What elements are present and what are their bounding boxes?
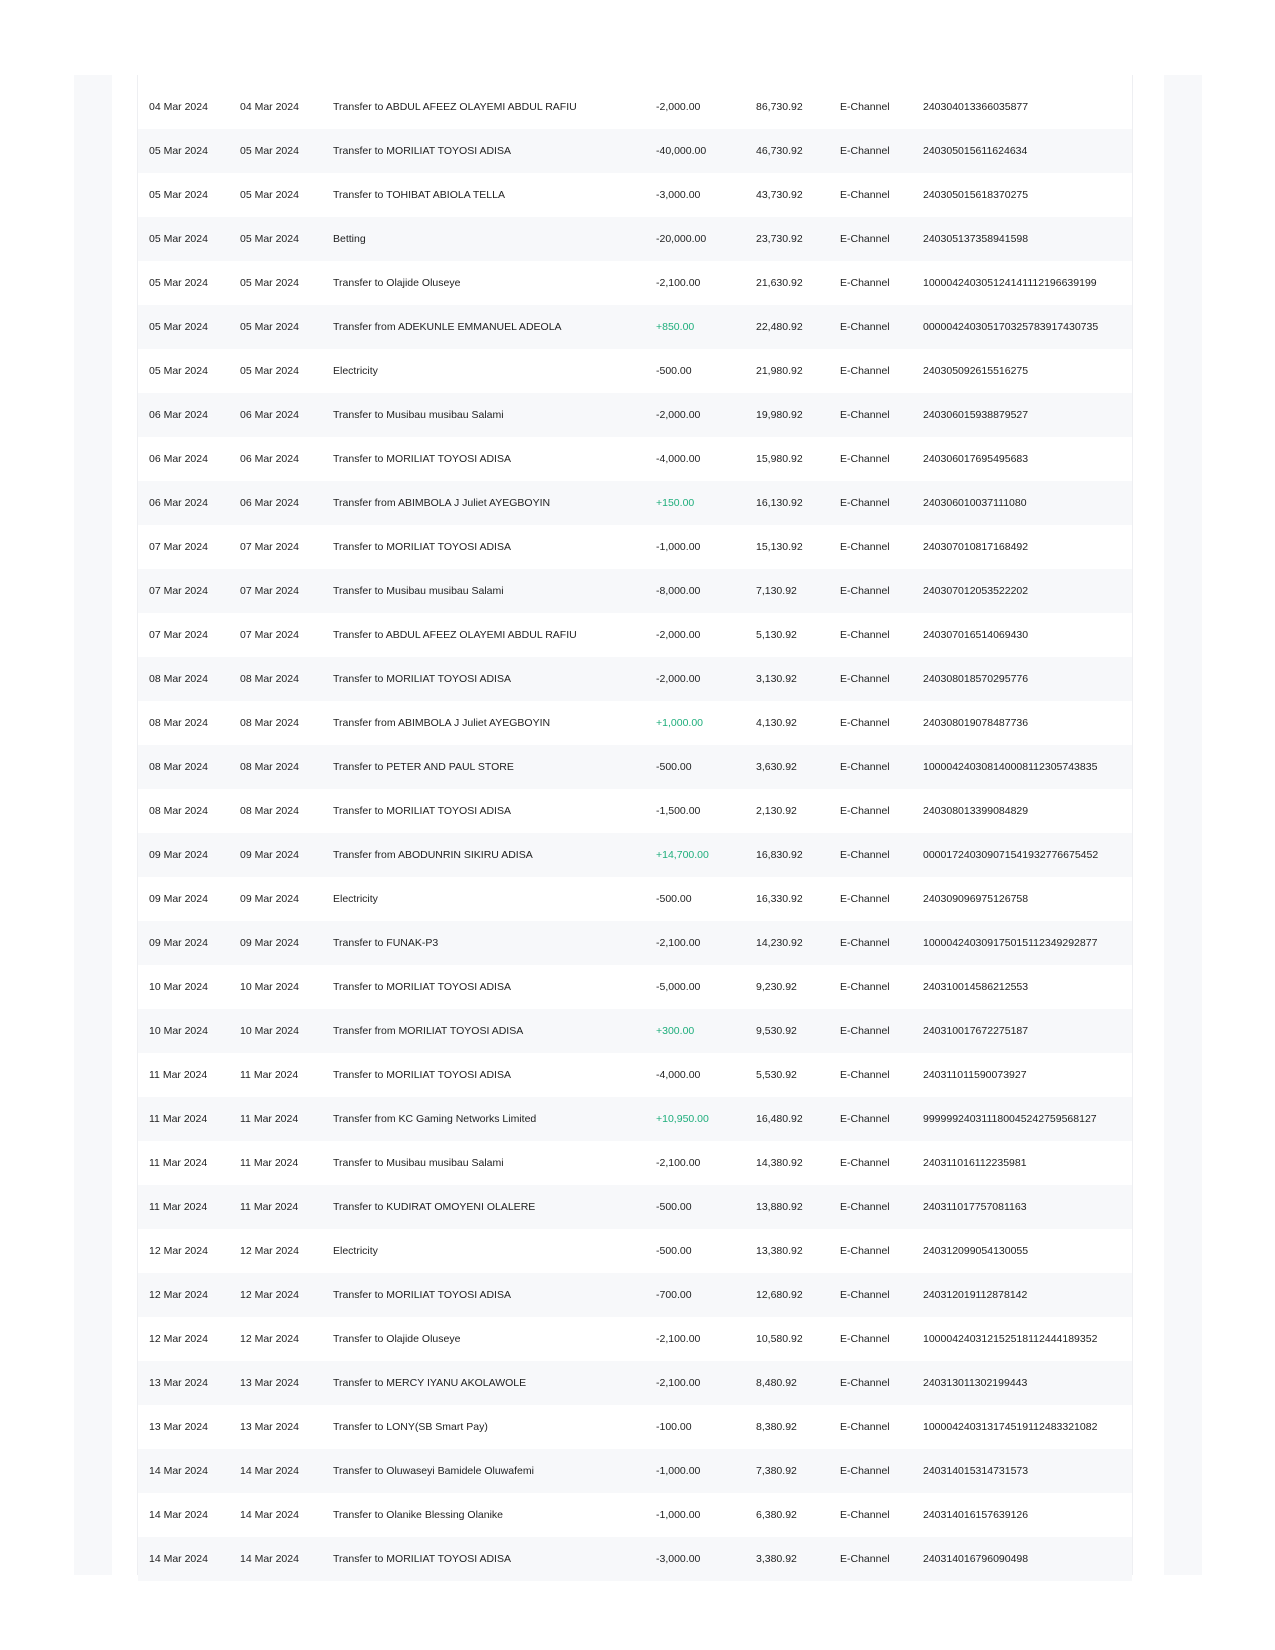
table-row (138, 393, 1132, 437)
running-balance: 14,380.92 (756, 1157, 803, 1169)
transaction-description: Transfer to MERCY IYANU AKOLAWOLE (333, 1377, 527, 1389)
transaction-channel: E-Channel (840, 101, 890, 113)
transaction-channel: E-Channel (840, 1201, 890, 1213)
transaction-reference: 240304013366035877 (923, 101, 1029, 113)
table-row (138, 217, 1132, 261)
transaction-date: 09 Mar 2024 (149, 893, 208, 905)
transaction-reference: 100004240309175015112349292877 (923, 937, 1098, 949)
running-balance: 2,130.92 (756, 805, 797, 817)
transaction-date: 05 Mar 2024 (149, 189, 208, 201)
transaction-description: Transfer to MORILIAT TOYOSI ADISA (333, 1289, 511, 1301)
statement-sheet (137, 75, 1133, 1575)
transaction-date: 06 Mar 2024 (149, 409, 208, 421)
transaction-description: Transfer to LONY(SB Smart Pay) (333, 1421, 488, 1433)
running-balance: 7,130.92 (756, 585, 797, 597)
table-row (138, 921, 1132, 965)
transaction-description: Transfer to MORILIAT TOYOSI ADISA (333, 805, 511, 817)
value-date: 14 Mar 2024 (240, 1509, 299, 1521)
transaction-channel: E-Channel (840, 717, 890, 729)
transaction-reference: 100004240308140008112305743835 (923, 761, 1098, 773)
transaction-amount: +300.00 (656, 1025, 695, 1037)
transaction-reference: 000004240305170325783917430735 (923, 321, 1099, 333)
transaction-amount: -1,000.00 (656, 1465, 701, 1477)
table-row (138, 1317, 1132, 1361)
table-row (138, 1141, 1132, 1185)
transaction-amount: -2,000.00 (656, 409, 701, 421)
value-date: 05 Mar 2024 (240, 189, 299, 201)
transaction-date: 14 Mar 2024 (149, 1553, 208, 1565)
transaction-date: 10 Mar 2024 (149, 1025, 208, 1037)
running-balance: 3,380.92 (756, 1553, 797, 1565)
transaction-channel: E-Channel (840, 453, 890, 465)
table-row (138, 481, 1132, 525)
table-row (138, 1009, 1132, 1053)
transaction-description: Transfer from KC Gaming Networks Limited (333, 1113, 537, 1125)
transaction-reference: 999999240311180045242759568127 (923, 1113, 1097, 1125)
table-row (138, 789, 1132, 833)
value-date: 12 Mar 2024 (240, 1289, 299, 1301)
transaction-description: Electricity (333, 365, 378, 377)
transaction-date: 12 Mar 2024 (149, 1333, 208, 1345)
transaction-description: Electricity (333, 893, 378, 905)
transaction-amount: -2,100.00 (656, 937, 701, 949)
value-date: 05 Mar 2024 (240, 277, 299, 289)
transaction-amount: -5,000.00 (656, 981, 701, 993)
transaction-date: 05 Mar 2024 (149, 145, 208, 157)
value-date: 09 Mar 2024 (240, 937, 299, 949)
transaction-amount: -3,000.00 (656, 189, 701, 201)
transaction-table (138, 85, 1132, 1581)
transaction-reference: 240307016514069430 (923, 629, 1029, 641)
transaction-amount: -1,000.00 (656, 541, 701, 553)
transaction-date: 11 Mar 2024 (149, 1069, 208, 1081)
transaction-reference: 240308013399084829 (923, 805, 1029, 817)
transaction-channel: E-Channel (840, 1113, 890, 1125)
running-balance: 6,380.92 (756, 1509, 797, 1521)
transaction-date: 05 Mar 2024 (149, 321, 208, 333)
transaction-reference: 000017240309071541932776675452 (923, 849, 1099, 861)
running-balance: 15,980.92 (756, 453, 803, 465)
running-balance: 22,480.92 (756, 321, 803, 333)
page-margin-right (1164, 75, 1202, 1575)
transaction-reference: 240314015314731573 (923, 1465, 1029, 1477)
transaction-reference: 240314016157639126 (923, 1509, 1029, 1521)
transaction-channel: E-Channel (840, 145, 890, 157)
transaction-description: Transfer to ABDUL AFEEZ OLAYEMI ABDUL RAFIU (333, 101, 577, 113)
value-date: 11 Mar 2024 (240, 1157, 299, 1169)
running-balance: 8,480.92 (756, 1377, 797, 1389)
transaction-description: Transfer to MORILIAT TOYOSI ADISA (333, 673, 511, 685)
transaction-reference: 240314016796090498 (923, 1553, 1029, 1565)
transaction-reference: 240307012053522202 (923, 585, 1029, 597)
transaction-description: Transfer to Olajide Oluseye (333, 1333, 461, 1345)
transaction-amount: +14,700.00 (656, 849, 709, 861)
transaction-date: 11 Mar 2024 (149, 1157, 208, 1169)
running-balance: 86,730.92 (756, 101, 803, 113)
running-balance: 9,530.92 (756, 1025, 797, 1037)
transaction-description: Transfer to MORILIAT TOYOSI ADISA (333, 981, 511, 993)
table-row (138, 877, 1132, 921)
table-row (138, 1405, 1132, 1449)
transaction-date: 11 Mar 2024 (149, 1113, 208, 1125)
transaction-channel: E-Channel (840, 1025, 890, 1037)
transaction-description: Transfer from ABODUNRIN SIKIRU ADISA (333, 849, 533, 861)
transaction-description: Transfer to Olajide Oluseye (333, 277, 461, 289)
table-row (138, 349, 1132, 393)
transaction-description: Transfer to MORILIAT TOYOSI ADISA (333, 1553, 511, 1565)
transaction-reference: 240305137358941598 (923, 233, 1029, 245)
running-balance: 3,630.92 (756, 761, 797, 773)
transaction-reference: 240310014586212553 (923, 981, 1029, 993)
transaction-amount: -4,000.00 (656, 453, 701, 465)
transaction-channel: E-Channel (840, 1465, 890, 1477)
transaction-date: 08 Mar 2024 (149, 761, 208, 773)
transaction-reference: 240308018570295776 (923, 673, 1029, 685)
transaction-channel: E-Channel (840, 1289, 890, 1301)
transaction-date: 09 Mar 2024 (149, 849, 208, 861)
transaction-channel: E-Channel (840, 409, 890, 421)
running-balance: 16,130.92 (756, 497, 803, 509)
transaction-date: 12 Mar 2024 (149, 1245, 208, 1257)
running-balance: 5,530.92 (756, 1069, 797, 1081)
running-balance: 13,380.92 (756, 1245, 803, 1257)
transaction-date: 10 Mar 2024 (149, 981, 208, 993)
transaction-description: Transfer to Musibau musibau Salami (333, 409, 504, 421)
transaction-amount: -40,000.00 (656, 145, 707, 157)
value-date: 08 Mar 2024 (240, 717, 299, 729)
value-date: 06 Mar 2024 (240, 497, 299, 509)
transaction-reference: 240305015618370275 (923, 189, 1029, 201)
transaction-description: Betting (333, 233, 366, 245)
transaction-amount: -700.00 (656, 1289, 692, 1301)
transaction-amount: -1,000.00 (656, 1509, 701, 1521)
transaction-channel: E-Channel (840, 937, 890, 949)
table-row (138, 129, 1132, 173)
table-row (138, 1537, 1132, 1581)
running-balance: 9,230.92 (756, 981, 797, 993)
transaction-amount: -100.00 (656, 1421, 692, 1433)
transaction-amount: -2,000.00 (656, 673, 701, 685)
value-date: 12 Mar 2024 (240, 1245, 299, 1257)
running-balance: 15,130.92 (756, 541, 803, 553)
transaction-amount: -2,000.00 (656, 629, 701, 641)
value-date: 12 Mar 2024 (240, 1333, 299, 1345)
value-date: 13 Mar 2024 (240, 1377, 299, 1389)
running-balance: 23,730.92 (756, 233, 803, 245)
table-row (138, 173, 1132, 217)
transaction-reference: 240310017672275187 (923, 1025, 1029, 1037)
transaction-amount: -3,000.00 (656, 1553, 701, 1565)
table-row (138, 1185, 1132, 1229)
value-date: 11 Mar 2024 (240, 1201, 299, 1213)
transaction-description: Transfer to Oluwaseyi Bamidele Oluwafemi (333, 1465, 534, 1477)
transaction-description: Transfer to Olanike Blessing Olanike (333, 1509, 504, 1521)
running-balance: 16,330.92 (756, 893, 803, 905)
transaction-date: 13 Mar 2024 (149, 1377, 208, 1389)
transaction-amount: +10,950.00 (656, 1113, 709, 1125)
table-row (138, 437, 1132, 481)
transaction-reference: 240309096975126758 (923, 893, 1029, 905)
transaction-reference: 240306015938879527 (923, 409, 1029, 421)
transaction-description: Transfer to Musibau musibau Salami (333, 1157, 504, 1169)
transaction-amount: +1,000.00 (656, 717, 704, 729)
running-balance: 16,480.92 (756, 1113, 803, 1125)
transaction-reference: 240305092615516275 (923, 365, 1029, 377)
transaction-amount: -500.00 (656, 893, 692, 905)
value-date: 06 Mar 2024 (240, 409, 299, 421)
transaction-amount: -1,500.00 (656, 805, 701, 817)
running-balance: 43,730.92 (756, 189, 803, 201)
transaction-reference: 240312019112878142 (923, 1289, 1028, 1301)
transaction-date: 04 Mar 2024 (149, 101, 208, 113)
transaction-date: 12 Mar 2024 (149, 1289, 208, 1301)
value-date: 09 Mar 2024 (240, 849, 299, 861)
table-row (138, 657, 1132, 701)
transaction-amount: -20,000.00 (656, 233, 707, 245)
transaction-channel: E-Channel (840, 1069, 890, 1081)
table-row (138, 1361, 1132, 1405)
transaction-channel: E-Channel (840, 1333, 890, 1345)
running-balance: 10,580.92 (756, 1333, 803, 1345)
transaction-amount: +150.00 (656, 497, 695, 509)
table-row (138, 1273, 1132, 1317)
transaction-date: 08 Mar 2024 (149, 717, 208, 729)
transaction-amount: -500.00 (656, 761, 692, 773)
value-date: 05 Mar 2024 (240, 233, 299, 245)
transaction-channel: E-Channel (840, 805, 890, 817)
transaction-reference: 240313011302199443 (923, 1377, 1028, 1389)
transaction-channel: E-Channel (840, 585, 890, 597)
transaction-reference: 240305015611624634 (923, 145, 1028, 157)
transaction-description: Transfer from ADEKUNLE EMMANUEL ADEOLA (333, 321, 562, 333)
value-date: 14 Mar 2024 (240, 1465, 299, 1477)
table-row (138, 833, 1132, 877)
transaction-channel: E-Channel (840, 1377, 890, 1389)
table-row (138, 261, 1132, 305)
transaction-reference: 100004240305124141112196639199 (923, 277, 1097, 289)
transaction-date: 05 Mar 2024 (149, 365, 208, 377)
transaction-date: 05 Mar 2024 (149, 277, 208, 289)
value-date: 06 Mar 2024 (240, 453, 299, 465)
transaction-description: Transfer to FUNAK-P3 (333, 937, 439, 949)
transaction-amount: -2,100.00 (656, 277, 701, 289)
transaction-date: 07 Mar 2024 (149, 585, 208, 597)
transaction-description: Transfer to KUDIRAT OMOYENI OLALERE (333, 1201, 536, 1213)
transaction-description: Transfer to PETER AND PAUL STORE (333, 761, 514, 773)
transaction-channel: E-Channel (840, 1157, 890, 1169)
value-date: 07 Mar 2024 (240, 585, 299, 597)
transaction-channel: E-Channel (840, 541, 890, 553)
value-date: 11 Mar 2024 (240, 1113, 299, 1125)
value-date: 14 Mar 2024 (240, 1553, 299, 1565)
transaction-date: 14 Mar 2024 (149, 1509, 208, 1521)
transaction-channel: E-Channel (840, 233, 890, 245)
value-date: 09 Mar 2024 (240, 893, 299, 905)
transaction-reference: 240312099054130055 (923, 1245, 1029, 1257)
transaction-reference: 240311016112235981 (923, 1157, 1027, 1169)
transaction-channel: E-Channel (840, 1245, 890, 1257)
table-row (138, 745, 1132, 789)
transaction-amount: -8,000.00 (656, 585, 701, 597)
transaction-description: Transfer from ABIMBOLA J Juliet AYEGBOYIN (333, 497, 551, 509)
transaction-date: 06 Mar 2024 (149, 497, 208, 509)
table-row (138, 613, 1132, 657)
page-margin-left (74, 75, 112, 1575)
transaction-date: 09 Mar 2024 (149, 937, 208, 949)
transaction-description: Transfer to TOHIBAT ABIOLA TELLA (333, 189, 505, 201)
transaction-date: 07 Mar 2024 (149, 541, 208, 553)
running-balance: 19,980.92 (756, 409, 803, 421)
transaction-description: Transfer to MORILIAT TOYOSI ADISA (333, 1069, 511, 1081)
value-date: 11 Mar 2024 (240, 1069, 299, 1081)
table-row (138, 1229, 1132, 1273)
transaction-description: Transfer to MORILIAT TOYOSI ADISA (333, 145, 511, 157)
value-date: 04 Mar 2024 (240, 101, 299, 113)
table-row (138, 1053, 1132, 1097)
transaction-channel: E-Channel (840, 981, 890, 993)
table-row (138, 525, 1132, 569)
table-row (138, 965, 1132, 1009)
table-row (138, 85, 1132, 129)
value-date: 07 Mar 2024 (240, 629, 299, 641)
value-date: 07 Mar 2024 (240, 541, 299, 553)
value-date: 05 Mar 2024 (240, 145, 299, 157)
transaction-date: 08 Mar 2024 (149, 673, 208, 685)
transaction-amount: +850.00 (656, 321, 695, 333)
running-balance: 21,980.92 (756, 365, 803, 377)
transaction-reference: 240311017757081163 (923, 1201, 1027, 1213)
running-balance: 16,830.92 (756, 849, 803, 861)
transaction-channel: E-Channel (840, 189, 890, 201)
transaction-amount: -2,100.00 (656, 1377, 701, 1389)
transaction-channel: E-Channel (840, 673, 890, 685)
transaction-channel: E-Channel (840, 1553, 890, 1565)
transaction-reference: 240307010817168492 (923, 541, 1029, 553)
running-balance: 14,230.92 (756, 937, 803, 949)
running-balance: 8,380.92 (756, 1421, 797, 1433)
transaction-reference: 240311011590073927 (923, 1069, 1027, 1081)
transaction-date: 06 Mar 2024 (149, 453, 208, 465)
transaction-amount: -4,000.00 (656, 1069, 701, 1081)
running-balance: 3,130.92 (756, 673, 797, 685)
value-date: 08 Mar 2024 (240, 761, 299, 773)
value-date: 08 Mar 2024 (240, 805, 299, 817)
transaction-amount: -500.00 (656, 1245, 692, 1257)
transaction-reference: 100004240313174519112483321082 (923, 1421, 1098, 1433)
transaction-description: Transfer to ABDUL AFEEZ OLAYEMI ABDUL RAFIU (333, 629, 577, 641)
running-balance: 5,130.92 (756, 629, 797, 641)
transaction-reference: 240306017695495683 (923, 453, 1029, 465)
transaction-date: 08 Mar 2024 (149, 805, 208, 817)
running-balance: 7,380.92 (756, 1465, 797, 1477)
transaction-channel: E-Channel (840, 1509, 890, 1521)
transaction-channel: E-Channel (840, 321, 890, 333)
table-row (138, 305, 1132, 349)
transaction-date: 14 Mar 2024 (149, 1465, 208, 1477)
transaction-channel: E-Channel (840, 629, 890, 641)
table-row (138, 1449, 1132, 1493)
transaction-date: 05 Mar 2024 (149, 233, 208, 245)
transaction-channel: E-Channel (840, 893, 890, 905)
transaction-date: 11 Mar 2024 (149, 1201, 208, 1213)
value-date: 13 Mar 2024 (240, 1421, 299, 1433)
transaction-amount: -500.00 (656, 1201, 692, 1213)
transaction-channel: E-Channel (840, 277, 890, 289)
transaction-reference: 240306010037111080 (923, 497, 1027, 509)
running-balance: 21,630.92 (756, 277, 803, 289)
transaction-channel: E-Channel (840, 1421, 890, 1433)
table-row (138, 1493, 1132, 1537)
transaction-amount: -2,100.00 (656, 1157, 701, 1169)
transaction-amount: -500.00 (656, 365, 692, 377)
transaction-channel: E-Channel (840, 497, 890, 509)
transaction-amount: -2,000.00 (656, 101, 701, 113)
transaction-description: Transfer from MORILIAT TOYOSI ADISA (333, 1025, 524, 1037)
transaction-date: 13 Mar 2024 (149, 1421, 208, 1433)
running-balance: 46,730.92 (756, 145, 803, 157)
value-date: 10 Mar 2024 (240, 981, 299, 993)
running-balance: 12,680.92 (756, 1289, 803, 1301)
transaction-reference: 240308019078487736 (923, 717, 1029, 729)
transaction-description: Transfer from ABIMBOLA J Juliet AYEGBOYIN (333, 717, 551, 729)
table-row (138, 1097, 1132, 1141)
running-balance: 4,130.92 (756, 717, 797, 729)
value-date: 05 Mar 2024 (240, 365, 299, 377)
table-row (138, 701, 1132, 745)
transaction-channel: E-Channel (840, 761, 890, 773)
value-date: 10 Mar 2024 (240, 1025, 299, 1037)
table-row (138, 569, 1132, 613)
transaction-description: Electricity (333, 1245, 378, 1257)
transaction-channel: E-Channel (840, 365, 890, 377)
value-date: 08 Mar 2024 (240, 673, 299, 685)
transaction-description: Transfer to Musibau musibau Salami (333, 585, 504, 597)
transaction-channel: E-Channel (840, 849, 890, 861)
transaction-amount: -2,100.00 (656, 1333, 701, 1345)
transaction-description: Transfer to MORILIAT TOYOSI ADISA (333, 541, 511, 553)
value-date: 05 Mar 2024 (240, 321, 299, 333)
transaction-description: Transfer to MORILIAT TOYOSI ADISA (333, 453, 511, 465)
transaction-date: 07 Mar 2024 (149, 629, 208, 641)
transaction-reference: 100004240312152518112444189352 (923, 1333, 1098, 1345)
running-balance: 13,880.92 (756, 1201, 803, 1213)
